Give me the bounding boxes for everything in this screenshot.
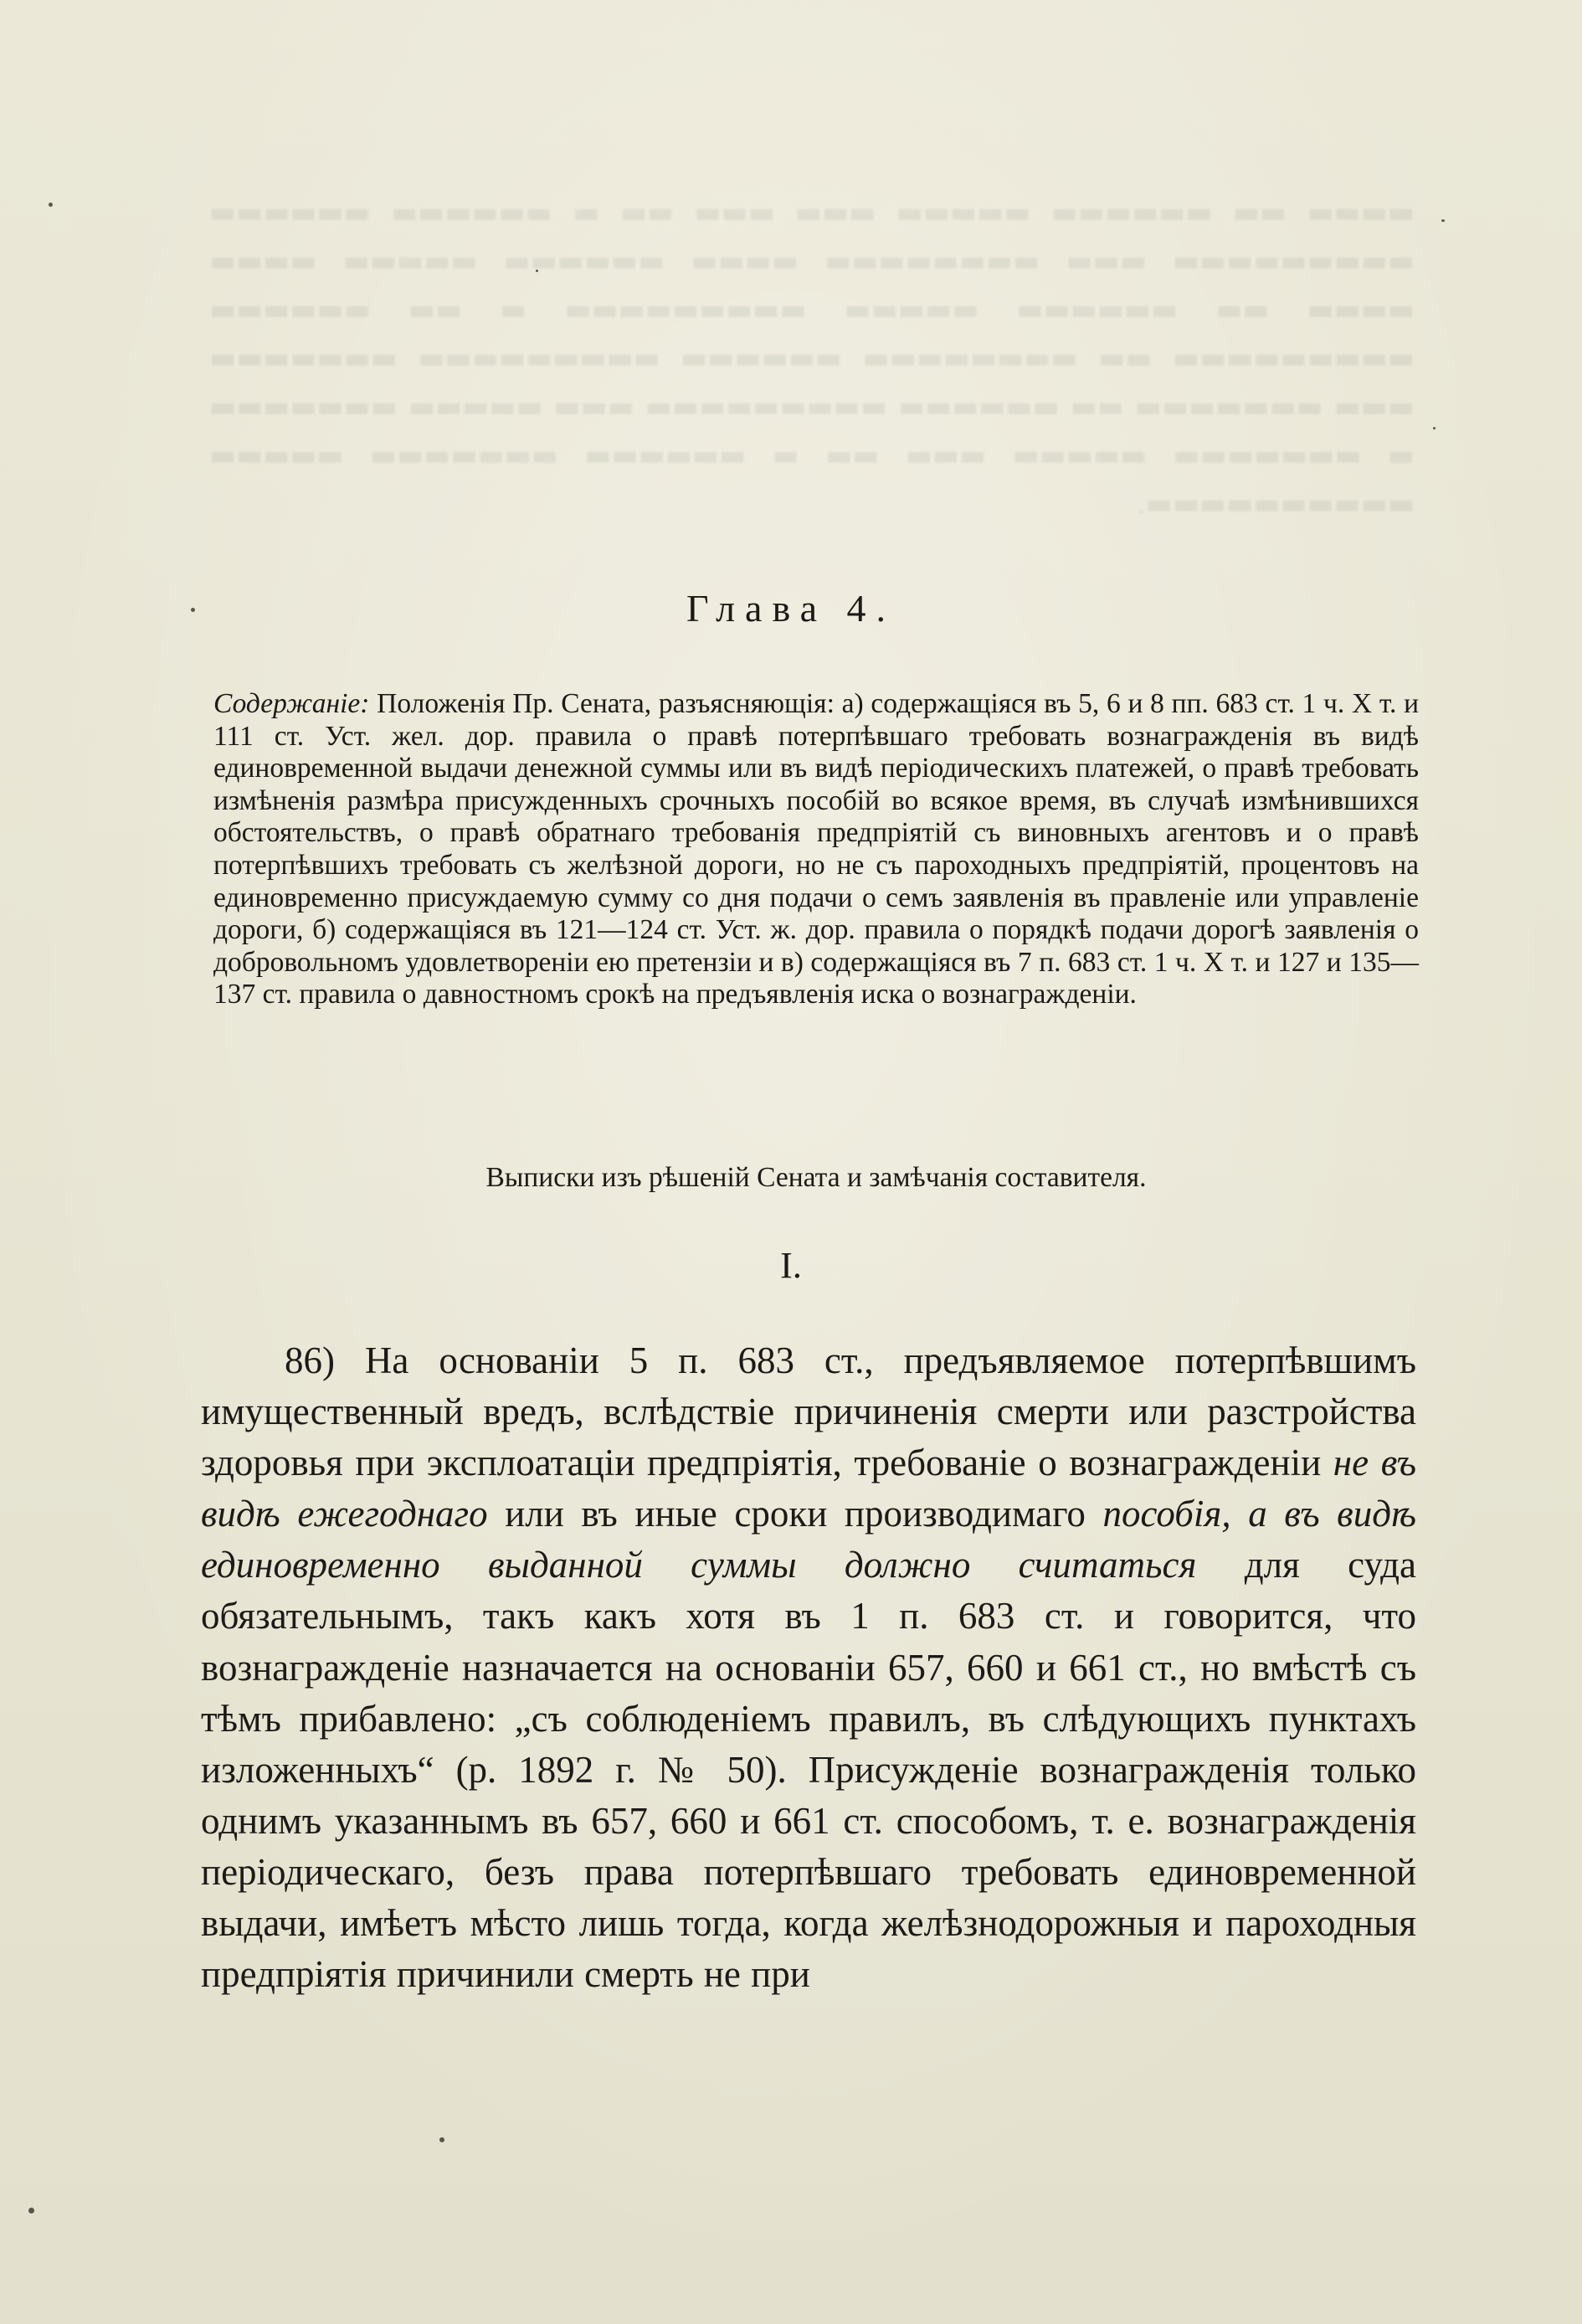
- paragraph-text-2: или въ иные сроки производимаго: [487, 1493, 1103, 1535]
- summary-tail: Выписки изъ рѣшеній Сената и замѣчанія составителя.: [485, 1162, 1147, 1193]
- paper-speck: [191, 608, 195, 612]
- section-number: I.: [780, 1245, 802, 1286]
- paper-speck: [1433, 427, 1436, 429]
- paper-speck: [536, 270, 538, 272]
- chapter-summary: [213, 688, 1419, 1011]
- chapter-title: Глава 4.: [686, 587, 896, 630]
- summary-text: Положенія Пр. Сената, разъясняющія: а) содержащіяся въ 5, 6 и 8 пп. 683 ст. 1 ч. X т. и 111 ст. Уст. жел. дор. правила о правѣ потерпѣвшаго требовать вознагражденія въ видѣ единовременной выдачи денежной суммы или въ видѣ періодическихъ платежей, о правѣ требовать измѣненія размѣра присужденныхъ срочныхъ пособій во всякое время, въ случаѣ измѣнившихся обстоятельствъ, о правѣ обратнаго требованія предпріятій съ виновныхъ агентовъ и о правѣ потерпѣвшихъ требовать съ желѣзной дороги, но не съ пароходныхъ предпріятій, процентовъ на единовременно присуждаемую сумму со дня подачи о семъ заявленія въ правленіе или управленіе дороги, б) содержащіяся въ 121—124 ст. Уст. ж. дор. правила о порядкѣ подачи дорогѣ заявленія о добровольномъ удовлетвореніи ею претензіи и в) содержащіяся въ 7 п. 683 ст. 1 ч. X т. и 127 и 135—137 ст. правила о давностномъ срокѣ на предъявленія иска о вознагражденіи.: [213, 688, 1419, 1010]
- paragraph-italic-1: не въ видѣ ежегоднаго: [201, 1442, 1416, 1535]
- paper-speck: [439, 2137, 444, 2142]
- paragraph-text-3: для суда обязательнымъ, такъ какъ хотя въ 1 п. 683 ст. и говорится, что вознагражденіе назначается на основаніи 657, 660 и 661 ст., но вмѣстѣ съ тѣмъ прибавлено: „съ соблюденіемъ правилъ, въ слѣдующихъ пунктахъ изложенныхъ“ (р. 1892 г. № 50). Присужденіе вознагражденія только однимъ указаннымъ въ 657, 660 и 661 ст. способомъ, т. е. вознагражденія періодическаго, безъ права потерпѣвшаго требовать единовременной выдачи, имѣетъ мѣсто лишь тогда, когда желѣзнодорожныя и пароходныя предпріятія причинили смерть не при: [201, 1544, 1417, 1996]
- summary-label: Содержаніе:: [213, 688, 370, 719]
- paper-speck: [1441, 219, 1445, 222]
- paragraph-text-1: 86) На основаніи 5 п. 683 ст., предъявляемое потерпѣвшимъ имущественный вредъ, вслѣдствіе причиненія смерти или разстройства здоровья при эксплоатаціи предпріятія, требованіе о вознагражденіи: [201, 1339, 1416, 1484]
- paper-speck: [49, 203, 53, 207]
- paragraph-italic-2: пособія, а въ видѣ единовременно выданной суммы должно считаться: [201, 1493, 1416, 1586]
- reverse-side-bleed-through: ▬▬▬▬ ▬▬ ▬▬▬▬▬▬ ▬▬▬▬▬ ▬▬▬ ▬▬▬ ▬▬ ▬ ▬▬▬▬▬▬ ▬▬▬▬▬▬ ▬▬▬▬▬▬▬▬▬ ▬▬▬ ▬▬▬▬▬▬▬▬ ▬▬▬▬ ▬▬▬▬▬▬ ▬▬▬▬▬ ▬▬▬▬ ▬▬▬▬ ▬▬ ▬▬▬▬▬▬ ▬▬▬▬▬ ▬▬▬▬▬▬▬▬▬ ▬ ▬▬ ▬▬▬▬▬▬ ▬▬▬▬▬▬▬▬▬ ▬▬ ▬▬▬▬▬▬▬▬ ▬▬▬▬▬▬ ▬▬▬▬▬▬▬▬▬ ▬▬▬▬▬▬▬ ▬▬▬ ▬▬▬▬▬▬▬ ▬▬ ▬▬▬▬▬▬ ▬▬▬▬▬▬▬▬▬ ▬▬▬ ▬▬▬▬▬ ▬▬▬▬▬▬▬ ▬ ▬▬▬▬▬▬▬ ▬▬▬▬▬ ▬▬▬ ▬▬ ▬ ▬▬▬▬▬▬ ▬▬▬▬▬▬▬ ▬▬▬▬▬ ▬▬▬▬▬▬▬▬▬▬.: [209, 196, 1415, 521]
- paper-speck: [28, 2208, 34, 2213]
- paragraph-86: [201, 1335, 1416, 2000]
